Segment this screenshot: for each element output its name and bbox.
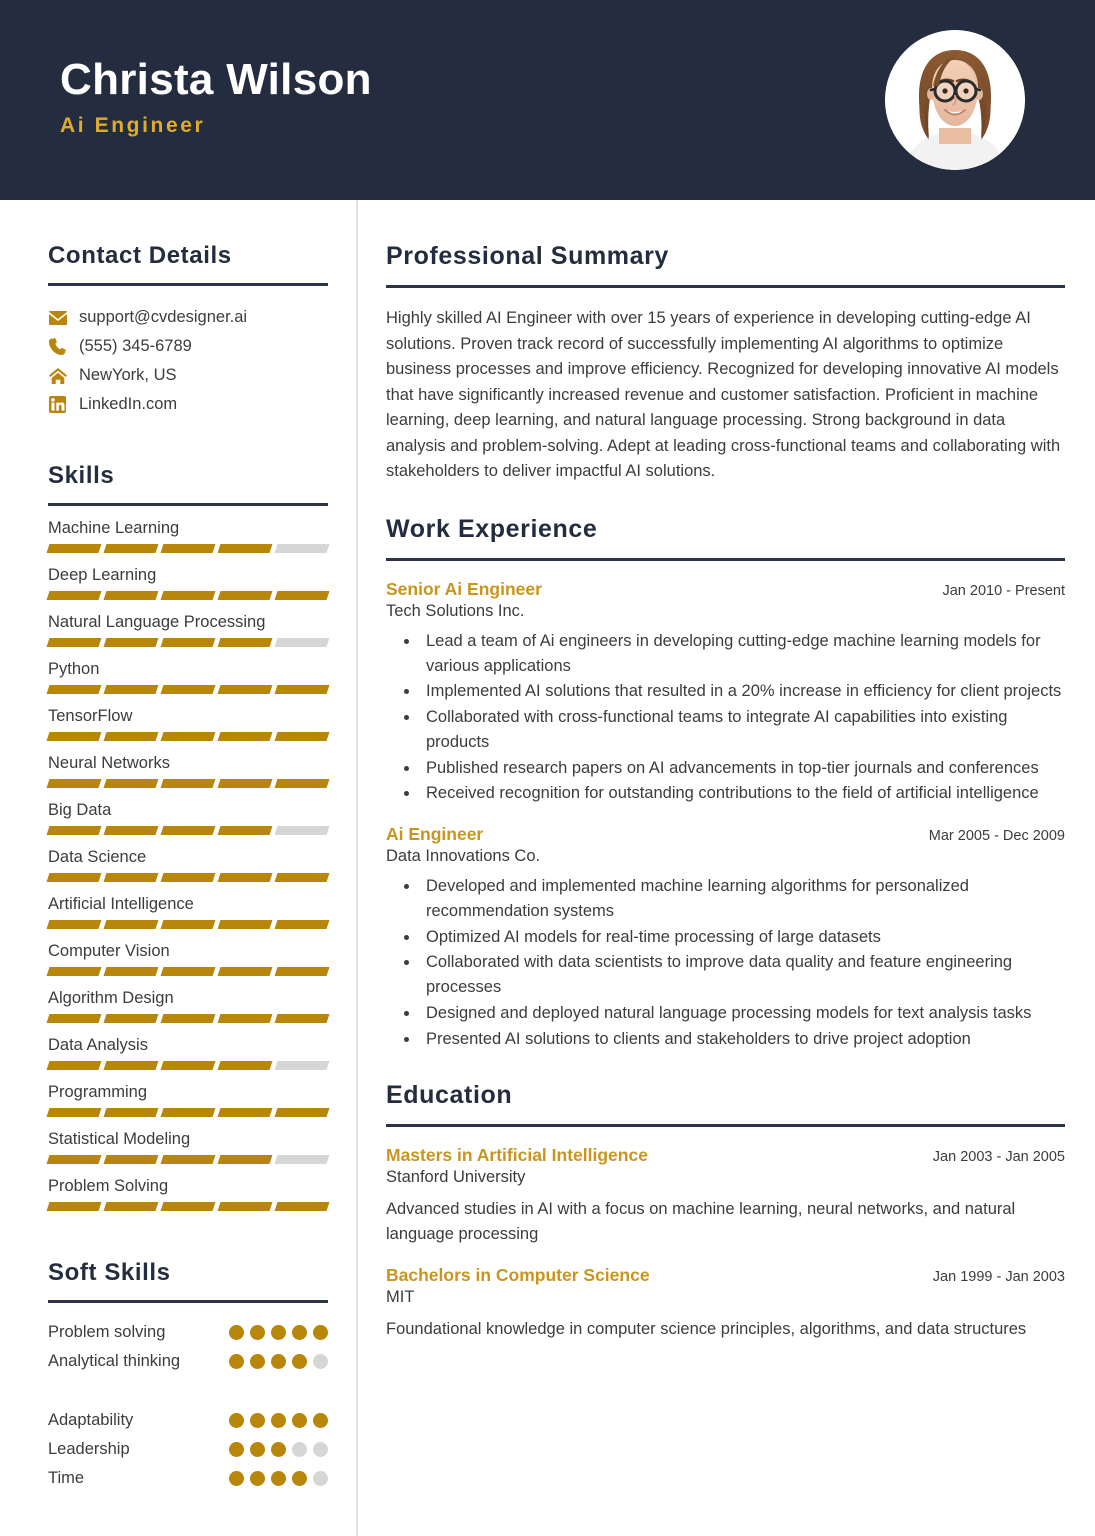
skill-level-bar (48, 1061, 328, 1070)
skill-bar-segment (161, 1108, 216, 1117)
skill-level-bar (48, 544, 328, 553)
skill-bar-segment (161, 873, 216, 882)
skill-label: Data Analysis (48, 1036, 148, 1054)
skill-label: Data Science (48, 848, 147, 866)
entry-title: Ai Engineer (386, 824, 484, 845)
soft-skill-label: Problem solving (48, 1323, 166, 1341)
skill-bar-segment (47, 1014, 102, 1023)
soft-skill-row (48, 1440, 328, 1459)
skill-level-bar (48, 920, 328, 929)
skill-bar-segment (218, 685, 273, 694)
skill-bar-segment (218, 826, 273, 835)
skill-bar-segment (104, 967, 159, 976)
skill-bar-segment (275, 544, 330, 553)
summary-text: Highly skilled AI Engineer with over 15 years of experience in developing cutting-edge AI solutions. Proven track record of successfully implementing AI algorithms to optimize business processes and improve efficiency. Recognized for developing innovative AI models that have significantly increased revenue and customer satisfaction. Proficient in machine learning, deep learning, and natural language processing. Strong background in data analysis and problem-solving. Adept at leading cross-functional teams and collaborating with stakeholders to deliver impactful AI solutions. (386, 309, 1061, 481)
soft-skill-label: Analytical thinking (48, 1352, 181, 1370)
entry-title: Senior Ai Engineer (386, 578, 542, 599)
skill-bar-segment (104, 1061, 159, 1070)
profile-photo-icon (885, 30, 1025, 170)
skill-bar-segment (161, 779, 216, 788)
skill-bar-segment (104, 1108, 159, 1117)
skill-level-bar (48, 1014, 328, 1023)
experience-entry (386, 1145, 1065, 1247)
contact-rule (48, 283, 328, 286)
skill-bar-segment (47, 732, 102, 741)
skill-bar-segment (275, 967, 330, 976)
rating-dot (250, 1325, 265, 1340)
rating-dot (292, 1413, 307, 1428)
skill-bar-segment (275, 779, 330, 788)
skill-label: Deep Learning (48, 566, 157, 584)
rating-dot (229, 1413, 244, 1428)
education-heading: Education (386, 1081, 513, 1110)
skill-bar-segment (275, 685, 330, 694)
work-heading: Work Experience (386, 514, 598, 543)
soft-skill-row (48, 1352, 328, 1371)
skill-level-bar (48, 638, 328, 647)
skill-level-bar (48, 1108, 328, 1117)
skill-bar-segment (218, 732, 273, 741)
rating-dot (313, 1325, 328, 1340)
skill-item (48, 660, 328, 694)
skill-item (48, 566, 328, 600)
skill-label: TensorFlow (48, 707, 133, 725)
skill-bar-segment (104, 544, 159, 553)
entry-header (386, 1145, 1065, 1166)
soft-skill-label: Time (48, 1469, 85, 1487)
contact-item-linkedin[interactable] (48, 395, 328, 414)
skill-bar-segment (104, 1155, 159, 1164)
skill-bar-segment (275, 1155, 330, 1164)
rating-dot (250, 1413, 265, 1428)
rating-dot (313, 1413, 328, 1428)
soft-skill-row (48, 1411, 328, 1430)
skill-level-bar (48, 591, 328, 600)
skills-list (48, 519, 328, 1211)
rating-dot (250, 1442, 265, 1457)
skill-bar-segment (218, 920, 273, 929)
experience-entry (386, 579, 1065, 806)
skill-label: Neural Networks (48, 754, 170, 772)
skill-bar-segment (104, 779, 159, 788)
contact-value-location: NewYork, US (79, 366, 177, 384)
work-rule (386, 558, 1065, 561)
soft-skill-rating (229, 1442, 328, 1457)
skill-bar-segment (218, 1108, 273, 1117)
entry-bullet: • Collaborated with data scientists to improve data quality and feature engineering processes (420, 950, 1065, 1000)
entry-organization: Stanford University (386, 1168, 526, 1187)
entry-bullet: • Developed and implemented machine learning algorithms for personalized recommendation systems (420, 874, 1065, 924)
skill-bar-segment (161, 1202, 216, 1211)
skill-level-bar (48, 732, 328, 741)
page-title: Christa Wilson (60, 54, 372, 104)
envelope-icon (48, 308, 67, 327)
skill-level-bar (48, 826, 328, 835)
phone-icon (48, 337, 67, 356)
entry-description: Foundational knowledge in computer science principles, algorithms, and data structures (386, 1319, 1027, 1338)
skill-item (48, 754, 328, 788)
entry-header (386, 824, 1065, 845)
skill-bar-segment (47, 920, 102, 929)
rating-dot (292, 1325, 307, 1340)
skill-bar-segment (47, 1061, 102, 1070)
linkedin-icon (48, 395, 67, 414)
skill-label: Algorithm Design (48, 989, 174, 1007)
skill-bar-segment (47, 779, 102, 788)
skill-bar-segment (104, 685, 159, 694)
entry-title: Masters in Artificial Intelligence (386, 1145, 648, 1166)
skill-bar-segment (275, 1202, 330, 1211)
avatar (885, 30, 1025, 170)
rating-dot (250, 1354, 265, 1369)
skills-heading: Skills (48, 462, 115, 489)
skill-level-bar (48, 873, 328, 882)
skill-bar-segment (47, 685, 102, 694)
skill-item (48, 895, 328, 929)
skill-label: Programming (48, 1083, 148, 1101)
skill-bar-segment (161, 591, 216, 600)
skill-bar-segment (47, 1202, 102, 1211)
skill-bar-segment (47, 826, 102, 835)
contact-value-phone: (555) 345-6789 (79, 337, 192, 355)
rating-dot (313, 1442, 328, 1457)
entry-bullet: • Collaborated with cross-functional teams to integrate AI capabilities into existing products (420, 705, 1065, 755)
skill-label: Problem Solving (48, 1177, 169, 1195)
skill-level-bar (48, 1155, 328, 1164)
contact-heading: Contact Details (48, 242, 232, 269)
header-text-group (60, 56, 372, 144)
skill-bar-segment (47, 1155, 102, 1164)
skill-label: Big Data (48, 801, 112, 819)
skill-bar-segment (218, 591, 273, 600)
skill-bar-segment (218, 1014, 273, 1023)
skill-label: Computer Vision (48, 942, 170, 960)
contact-item-email[interactable] (48, 308, 328, 327)
skill-label: Statistical Modeling (48, 1130, 191, 1148)
skill-item (48, 1036, 328, 1070)
skill-bar-segment (161, 638, 216, 647)
entry-description: Advanced studies in AI with a focus on machine learning, neural networks, and natural language processing (386, 1200, 1016, 1244)
rating-dot (229, 1471, 244, 1486)
skill-bar-segment (47, 967, 102, 976)
skill-item (48, 1083, 328, 1117)
skill-bar-segment (275, 873, 330, 882)
skill-bar-segment (47, 544, 102, 553)
skill-bar-segment (218, 638, 273, 647)
summary-rule (386, 285, 1065, 288)
soft-skill-row (48, 1323, 328, 1342)
skill-bar-segment (275, 920, 330, 929)
education-rule (386, 1124, 1065, 1127)
entry-organization: Tech Solutions Inc. (386, 601, 525, 620)
soft-skill-rating (229, 1413, 328, 1428)
main-content (358, 200, 1095, 1536)
skill-bar-segment (161, 920, 216, 929)
skill-item (48, 707, 328, 741)
summary-section (386, 242, 1065, 485)
entry-organization: Data Innovations Co. (386, 847, 541, 866)
skill-item (48, 942, 328, 976)
entry-bullet: • Presented AI solutions to clients and stakeholders to drive project adoption (420, 1027, 1065, 1052)
experience-entry (386, 824, 1065, 1051)
entry-header (386, 1265, 1065, 1286)
skill-item (48, 613, 328, 647)
contact-item-phone[interactable] (48, 337, 328, 356)
entry-bullet: • Received recognition for outstanding contributions to the field of artificial intelligence (420, 781, 1065, 806)
contact-value-email: support@cvdesigner.ai (79, 308, 248, 326)
skill-bar-segment (218, 1202, 273, 1211)
skill-level-bar (48, 685, 328, 694)
skills-rule (48, 503, 328, 506)
education-entry-list (386, 1145, 1065, 1341)
skill-level-bar (48, 967, 328, 976)
work-section (386, 515, 1065, 1052)
entry-date: Jan 2003 - Jan 2005 (932, 1149, 1065, 1166)
soft-skill-rating (229, 1471, 328, 1486)
skill-bar-segment (47, 873, 102, 882)
entry-bullet: • Designed and deployed natural language processing models for text analysis tasks (420, 1001, 1065, 1026)
skill-bar-segment (104, 1202, 159, 1211)
contact-list (48, 308, 328, 414)
rating-dot (292, 1442, 307, 1457)
entry-bullet-list (420, 629, 1065, 806)
rating-dot (250, 1471, 265, 1486)
skill-label: Natural Language Processing (48, 613, 266, 631)
sidebar (0, 200, 358, 1536)
entry-bullet: • Implemented AI solutions that resulted in a 20% increase in efficiency for client projects (420, 679, 1065, 704)
entry-bullet-list (420, 874, 1065, 1051)
skill-bar-segment (161, 1014, 216, 1023)
skill-bar-segment (275, 1108, 330, 1117)
rating-dot (229, 1325, 244, 1340)
skill-bar-segment (161, 685, 216, 694)
skill-bar-segment (275, 826, 330, 835)
contact-item-location[interactable] (48, 366, 328, 385)
rating-dot (229, 1442, 244, 1457)
skill-bar-segment (275, 1014, 330, 1023)
skill-bar-segment (104, 1014, 159, 1023)
skill-bar-segment (161, 732, 216, 741)
header-job-title: Ai Engineer (60, 114, 206, 138)
rating-dot (229, 1354, 244, 1369)
soft-skill-rating (229, 1354, 328, 1369)
entry-bullet: • Optimized AI models for real-time processing of large datasets (420, 925, 1065, 950)
skill-bar-segment (161, 826, 216, 835)
entry-bullet: • Published research papers on AI advancements in top-tier journals and conferences (420, 756, 1065, 781)
soft-skills-heading: Soft Skills (48, 1259, 171, 1286)
skill-bar-segment (218, 779, 273, 788)
skill-bar-segment (161, 1061, 216, 1070)
soft-skills-list (48, 1323, 328, 1488)
skill-bar-segment (275, 732, 330, 741)
skill-bar-segment (104, 638, 159, 647)
skill-label: Machine Learning (48, 519, 180, 537)
resume-header (0, 0, 1095, 200)
home-icon (48, 366, 67, 385)
rating-dot (313, 1354, 328, 1369)
skill-item (48, 1177, 328, 1211)
skill-item (48, 519, 328, 553)
skill-item (48, 1130, 328, 1164)
contact-section (48, 242, 328, 414)
soft-skill-label: Adaptability (48, 1411, 134, 1429)
skill-bar-segment (218, 1061, 273, 1070)
resume-body (0, 200, 1095, 1536)
skill-bar-segment (104, 873, 159, 882)
skills-section (48, 462, 328, 1211)
skill-bar-segment (275, 591, 330, 600)
skill-label: Artificial Intelligence (48, 895, 194, 913)
summary-heading: Professional Summary (386, 242, 669, 270)
skill-bar-segment (275, 638, 330, 647)
soft-skill-row (48, 1469, 328, 1488)
skill-bar-segment (104, 826, 159, 835)
entry-bullet: • Lead a team of Ai engineers in developing cutting-edge machine learning models for various applications (420, 629, 1065, 679)
rating-dot (271, 1354, 286, 1369)
entry-organization: MIT (386, 1287, 415, 1306)
skill-bar-segment (218, 967, 273, 976)
skill-bar-segment (218, 873, 273, 882)
skill-bar-segment (275, 1061, 330, 1070)
rating-dot (271, 1413, 286, 1428)
skill-item (48, 848, 328, 882)
skill-level-bar (48, 1202, 328, 1211)
skill-level-bar (48, 779, 328, 788)
entry-header (386, 579, 1065, 600)
skill-bar-segment (218, 544, 273, 553)
rating-dot (292, 1471, 307, 1486)
entry-date: Jan 2010 - Present (942, 582, 1065, 599)
skill-item (48, 801, 328, 835)
entry-date: Jan 1999 - Jan 2003 (932, 1268, 1065, 1285)
soft-skill-label: Leadership (48, 1440, 130, 1458)
skill-bar-segment (47, 638, 102, 647)
skill-bar-segment (104, 591, 159, 600)
experience-entry (386, 1265, 1065, 1342)
skill-bar-segment (161, 1155, 216, 1164)
rating-dot (271, 1325, 286, 1340)
rating-dot (292, 1354, 307, 1369)
rating-dot (271, 1442, 286, 1457)
skill-bar-segment (218, 1155, 273, 1164)
rating-dot (271, 1471, 286, 1486)
rating-dot (313, 1471, 328, 1486)
contact-value-linkedin: LinkedIn.com (79, 395, 178, 413)
soft-skill-rating (229, 1325, 328, 1340)
work-entry-list (386, 579, 1065, 1052)
soft-skills-section (48, 1259, 328, 1488)
skill-bar-segment (161, 544, 216, 553)
skill-bar-segment (47, 1108, 102, 1117)
soft-skills-rule (48, 1300, 328, 1303)
skill-bar-segment (104, 920, 159, 929)
skill-bar-segment (47, 591, 102, 600)
education-section (386, 1081, 1065, 1341)
skill-label: Python (48, 660, 100, 678)
entry-date: Mar 2005 - Dec 2009 (928, 828, 1065, 845)
skill-bar-segment (104, 732, 159, 741)
entry-title: Bachelors in Computer Science (386, 1264, 650, 1285)
skill-bar-segment (161, 967, 216, 976)
skill-item (48, 989, 328, 1023)
